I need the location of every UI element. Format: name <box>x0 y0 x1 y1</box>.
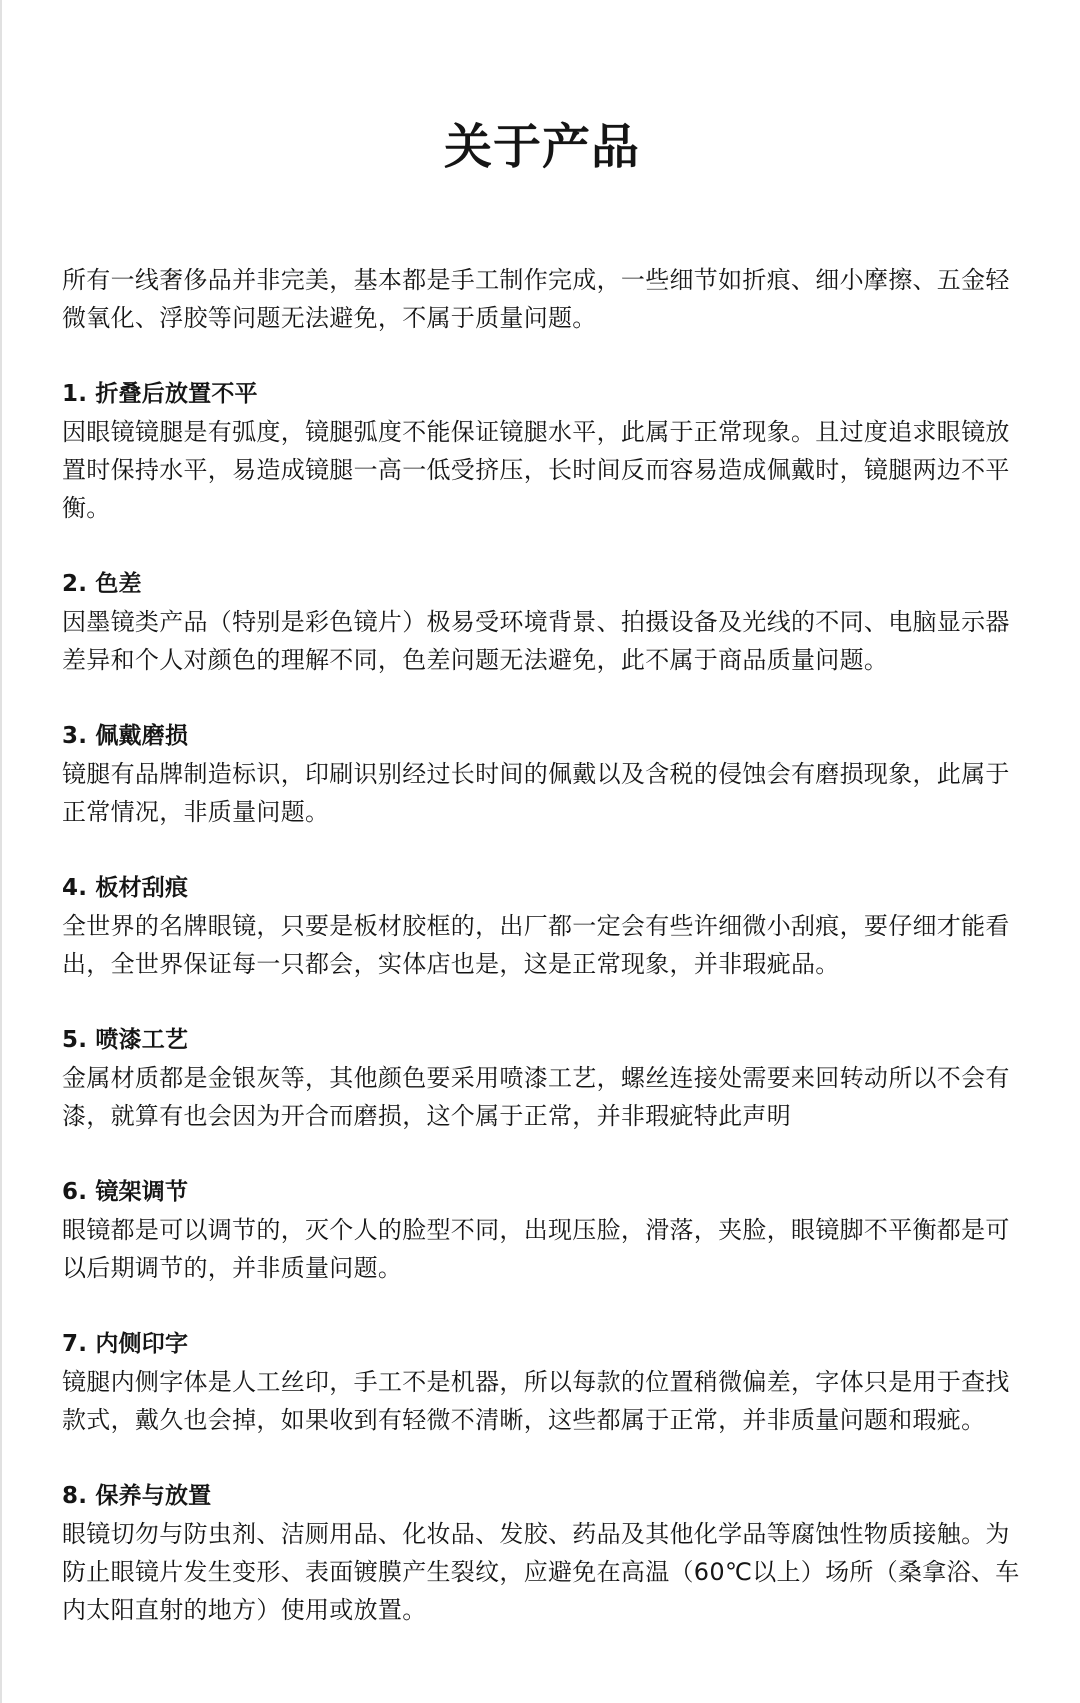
section-heading: 1. 折叠后放置不平 <box>62 381 258 407</box>
section-heading: 7. 内侧印字 <box>62 1331 189 1357</box>
page-title: 关于产品 <box>443 119 640 175</box>
page-left-border <box>0 0 2 1703</box>
section-heading: 2. 色差 <box>62 571 142 597</box>
intro-paragraph: 所有一线奢侈品并非完美，基本都是手工制作完成，一些细节如折痕、细小摩擦、五金轻微氧化、浮胶等问题无法避免，不属于质量问题。 <box>62 266 1010 332</box>
section-heading: 3. 佩戴磨损 <box>62 723 189 749</box>
section-heading: 8. 保养与放置 <box>62 1483 212 1509</box>
section-folding <box>62 375 1022 527</box>
section-care-storage <box>62 1477 1022 1629</box>
section-wear <box>62 717 1022 831</box>
section-body: 镜腿有品牌制造标识，印刷识别经过长时间的佩戴以及含税的侵蚀会有磨损现象，此属于正常情况，非质量问题。 <box>62 760 1010 826</box>
section-body: 全世界的名牌眼镜，只要是板材胶框的，出厂都一定会有些许细微小刮痕，要仔细才能看出，全世界保证每一只都会，实体店也是，这是正常现象，并非瑕疵品。 <box>62 912 1010 978</box>
section-frame-adjustment <box>62 1173 1022 1287</box>
section-body: 因墨镜类产品（特别是彩色镜片）极易受环境背景、拍摄设备及光线的不同、电脑显示器差异和个人对颜色的理解不同，色差问题无法避免，此不属于商品质量问题。 <box>62 608 1010 674</box>
section-heading: 4. 板材刮痕 <box>62 875 189 901</box>
section-painting <box>62 1021 1022 1135</box>
section-body: 眼镜切勿与防虫剂、洁厕用品、化妆品、发胶、药品及其他化学品等腐蚀性物质接触。为防止眼镜片发生变形、表面镀膜产生裂纹，应避免在高温（60℃以上）场所（桑拿浴、车内太阳直射的地方）使用或放置。 <box>62 1520 1020 1624</box>
section-heading: 6. 镜架调节 <box>62 1179 189 1205</box>
product-notes-document <box>62 0 1022 1629</box>
section-body: 镜腿内侧字体是人工丝印，手工不是机器，所以每款的位置稍微偏差，字体只是用于查找款式，戴久也会掉，如果收到有轻微不清晰，这些都属于正常，并非质量问题和瑕疵。 <box>62 1368 1010 1434</box>
section-body: 因眼镜镜腿是有弧度，镜腿弧度不能保证镜腿水平，此属于正常现象。且过度追求眼镜放置时保持水平，易造成镜腿一高一低受挤压，长时间反而容易造成佩戴时，镜腿两边不平衡。 <box>62 418 1010 522</box>
section-body: 金属材质都是金银灰等，其他颜色要采用喷漆工艺，螺丝连接处需要来回转动所以不会有漆，就算有也会因为开合而磨损，这个属于正常，并非瑕疵特此声明 <box>62 1064 1010 1130</box>
section-body: 眼镜都是可以调节的，灭个人的脸型不同，出现压脸，滑落，夹脸，眼镜脚不平衡都是可以后期调节的，并非质量问题。 <box>62 1216 1010 1282</box>
section-inner-printing <box>62 1325 1022 1439</box>
section-scratches <box>62 869 1022 983</box>
section-heading: 5. 喷漆工艺 <box>62 1027 189 1053</box>
section-color-difference <box>62 565 1022 679</box>
